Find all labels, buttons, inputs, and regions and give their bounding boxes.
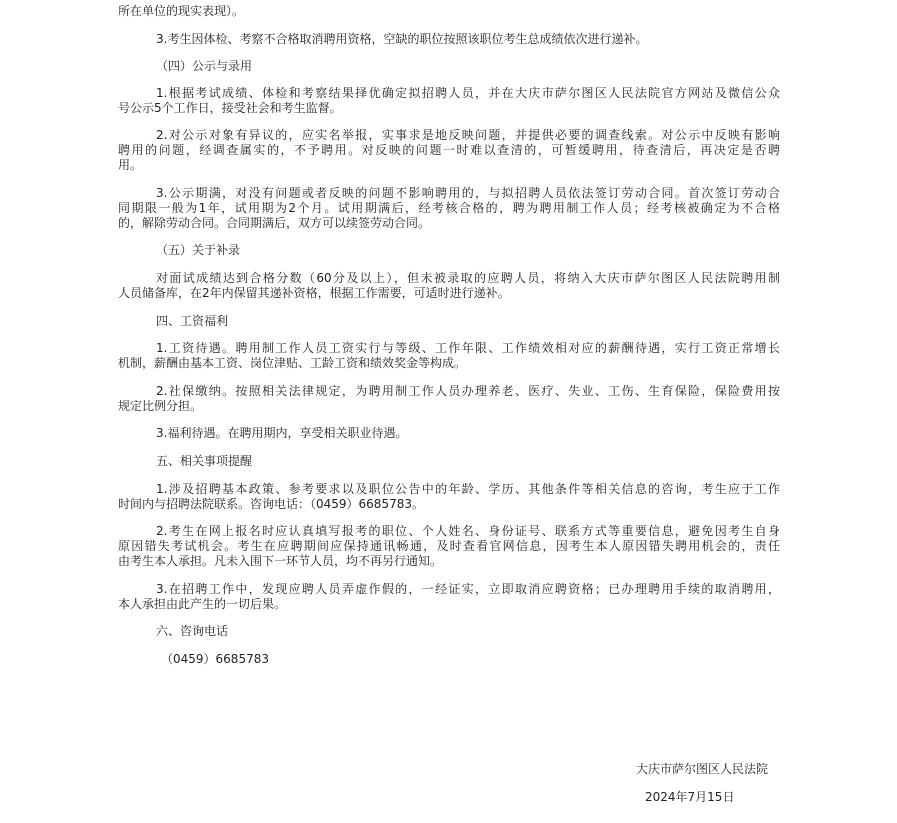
paragraph-line: 1.涉及招聘基本政策、参考要求以及职位公告中的年龄、学历、其他条件等相关信息的咨询，考生应于工作 xyxy=(156,482,780,496)
paragraph-line: 人员储备库，在2年内保留其递补资格，根据工作需要，可适时进行递补。 xyxy=(118,286,510,300)
paragraph-line: 1.根据考试成绩、体检和考察结果择优确定拟招聘人员，并在大庆市萨尔图区人民法院官方网站及微信公众 xyxy=(156,86,780,100)
signature-org: 大庆市萨尔图区人民法院 xyxy=(636,762,769,776)
paragraph-line: 本人承担由此产生的一切后果。 xyxy=(118,597,287,611)
heading-salary: 四、工资福利 xyxy=(156,314,229,328)
paragraph-line: 3.公示期满，对没有问题或者反映的问题不影响聘用的，与拟招聘人员依法签订劳动合同。首次签订劳动合 xyxy=(156,186,780,200)
signature-date: 2024年7月15日 xyxy=(645,790,735,804)
paragraph-line: 规定比例分担。 xyxy=(118,399,203,413)
heading-publicity: （四）公示与录用 xyxy=(156,59,253,73)
heading-contact: 六、咨询电话 xyxy=(156,624,229,638)
paragraph-exam-fail: 3.考生因体检、考察不合格取消聘用资格，空缺的职位按照该职位考生总成绩依次进行递补。 xyxy=(156,32,648,46)
paragraph-line: 原因错失考试机会。考生在应聘期间应保持通讯畅通，及时查看官网信息，因考生本人原因错失聘用机会的，责任 xyxy=(118,539,780,553)
paragraph-line: 3.福利待遇。在聘用期内，享受相关职业待遇。 xyxy=(156,426,408,440)
paragraph-line: 2.社保缴纳。按照相关法律规定，为聘用制工作人员办理养老、医疗、失业、工伤、生育保险，保险费用按 xyxy=(156,384,780,398)
heading-supplement: （五）关于补录 xyxy=(156,243,241,257)
paragraph-line: 的，解除劳动合同。合同期满后，双方可以续签劳动合同。 xyxy=(118,216,431,230)
paragraph-line: 机制，薪酬由基本工资、岗位津贴、工龄工资和绩效奖金等构成。 xyxy=(118,356,467,370)
paragraph-line: 时间内与招聘法院联系。咨询电话：（0459）6685783。 xyxy=(118,497,424,511)
paragraph-line: 同期限一般为1年，试用期为2个月。试用期满后，经考核合格的，聘为聘用制工作人员；经考核被确定为不合格 xyxy=(118,201,780,215)
paragraph-line: 2.对公示对象有异议的，应实名举报，实事求是地反映问题，并提供必要的调查线索。对公示中反映有影响 xyxy=(156,128,780,142)
heading-notes: 五、相关事项提醒 xyxy=(156,454,253,468)
paragraph-line: 聘用的问题，经调查属实的，不予聘用。对反映的问题一时难以查清的，可暂缓聘用，待查清后，再决定是否聘 xyxy=(118,143,780,157)
contact-phone: （0459）6685783 xyxy=(161,652,269,666)
paragraph-line: 号公示5个工作日，接受社会和考生监督。 xyxy=(118,101,342,115)
paragraph-line: 用。 xyxy=(118,158,143,172)
paragraph-line: 3.在招聘工作中，发现应聘人员弄虚作假的，一经证实，立即取消应聘资格；已办理聘用手续的取消聘用， xyxy=(156,582,780,596)
paragraph-line: 1.工资待遇。聘用制工作人员工资实行与等级、工作年限、工作绩效相对应的薪酬待遇，实行工资正常增长 xyxy=(156,341,780,355)
paragraph-line: 由考生本人承担。凡未入围下一环节人员，均不再另行通知。 xyxy=(118,554,443,568)
paragraph-line: 2.考生在网上报名时应认真填写报考的职位、个人姓名、身份证号、联系方式等重要信息，避免因考生自身 xyxy=(156,524,780,538)
paragraph-line: 所在单位的现实表现）。 xyxy=(118,4,245,18)
paragraph-line: 对面试成绩达到合格分数（60分及以上），但未被录取的应聘人员，将纳入大庆市萨尔图区人民法院聘用制 xyxy=(156,271,780,285)
